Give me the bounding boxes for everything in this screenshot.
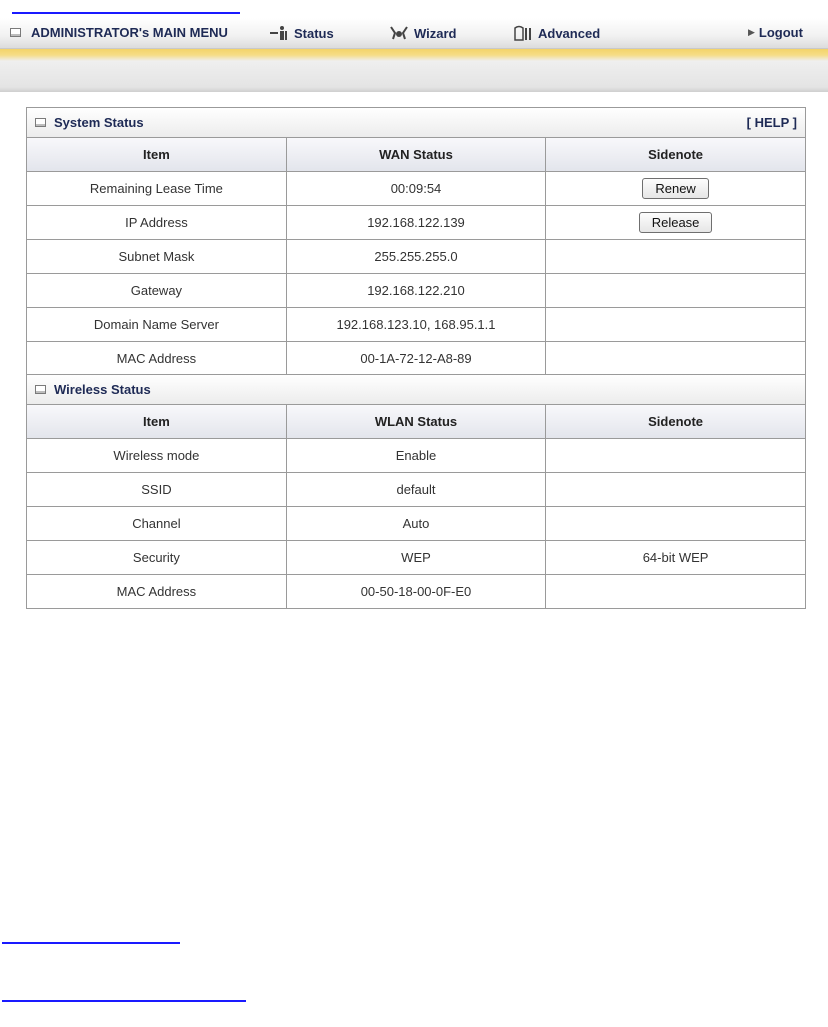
advanced-icon (512, 25, 534, 41)
arrow-right-icon: ▶ (748, 27, 755, 37)
wizard-menu-label: Wizard (414, 25, 457, 41)
row-label: SSID (27, 473, 286, 507)
logout-label: Logout (758, 25, 803, 40)
table-header-row (27, 405, 805, 439)
table-row (27, 308, 805, 342)
wireless-status-header (27, 375, 805, 405)
document-link-footer-2[interactable] (2, 1000, 246, 1002)
panel-square-icon (35, 385, 46, 394)
main-menu-link[interactable] (10, 25, 228, 40)
table-row (27, 172, 805, 206)
column-header-sidenote: Sidenote (546, 138, 805, 172)
header-band (0, 49, 828, 92)
menu-square-icon (10, 28, 21, 37)
row-value: default (286, 473, 545, 507)
main-menu-label: ADMINISTRATOR's MAIN MENU (31, 25, 228, 40)
system-status-header (27, 108, 805, 138)
panel-square-icon (35, 118, 46, 127)
row-label: Gateway (27, 274, 286, 308)
wizard-menu-item[interactable] (388, 25, 457, 41)
row-sidenote (546, 274, 805, 308)
wireless-status-panel (26, 374, 806, 609)
wireless-status-title: Wireless Status (54, 382, 151, 397)
table-row (27, 439, 805, 473)
table-row (27, 473, 805, 507)
column-header-item: Item (27, 138, 286, 172)
column-header-sidenote: Sidenote (546, 405, 805, 439)
table-row (27, 575, 805, 609)
document-link-top[interactable] (12, 0, 240, 14)
row-sidenote (546, 240, 805, 274)
advanced-menu-label: Advanced (538, 25, 601, 41)
system-status-panel (26, 107, 806, 376)
release-button[interactable]: Release (639, 212, 713, 233)
row-label: Wireless mode (27, 439, 286, 473)
wireless-status-table (27, 405, 805, 608)
row-sidenote: 64-bit WEP (546, 541, 805, 575)
table-header-row (27, 138, 805, 172)
row-value: 00-50-18-00-0F-E0 (286, 575, 545, 609)
row-value: WEP (286, 541, 545, 575)
table-row (27, 206, 805, 240)
advanced-menu-item[interactable] (512, 25, 600, 41)
status-person-icon (268, 25, 290, 41)
row-sidenote (546, 473, 805, 507)
table-row (27, 240, 805, 274)
row-value: Enable (286, 439, 545, 473)
row-sidenote (546, 172, 805, 206)
row-value: Auto (286, 507, 545, 541)
main-menu-bar (0, 18, 828, 49)
row-label: IP Address (27, 206, 286, 240)
column-header-wan-status: WAN Status (286, 138, 545, 172)
system-status-table (27, 138, 805, 375)
row-sidenote (546, 206, 805, 240)
row-value: 255.255.255.0 (286, 240, 545, 274)
logout-menu-item[interactable] (748, 25, 803, 40)
renew-button[interactable]: Renew (642, 178, 708, 199)
row-value: 00-1A-72-12-A8-89 (286, 342, 545, 376)
row-label: Remaining Lease Time (27, 172, 286, 206)
system-status-title: System Status (54, 115, 144, 130)
row-label: Domain Name Server (27, 308, 286, 342)
row-value: 192.168.122.139 (286, 206, 545, 240)
status-menu-item[interactable] (268, 25, 334, 41)
status-menu-label: Status (294, 25, 334, 41)
table-row (27, 541, 805, 575)
row-sidenote (546, 342, 805, 376)
row-sidenote (546, 308, 805, 342)
wizard-icon (388, 25, 410, 41)
row-value: 192.168.122.210 (286, 274, 545, 308)
row-sidenote (546, 507, 805, 541)
row-value: 192.168.123.10, 168.95.1.1 (286, 308, 545, 342)
document-link-footer-1[interactable] (2, 942, 180, 944)
row-label: Subnet Mask (27, 240, 286, 274)
row-sidenote (546, 575, 805, 609)
column-header-wlan-status: WLAN Status (286, 405, 545, 439)
row-label: Security (27, 541, 286, 575)
help-link[interactable]: [ HELP ] (746, 115, 797, 130)
row-label: MAC Address (27, 342, 286, 376)
row-sidenote (546, 439, 805, 473)
table-row (27, 274, 805, 308)
table-row (27, 507, 805, 541)
row-label: MAC Address (27, 575, 286, 609)
table-row (27, 342, 805, 376)
row-value: 00:09:54 (286, 172, 545, 206)
column-header-item: Item (27, 405, 286, 439)
row-label: Channel (27, 507, 286, 541)
